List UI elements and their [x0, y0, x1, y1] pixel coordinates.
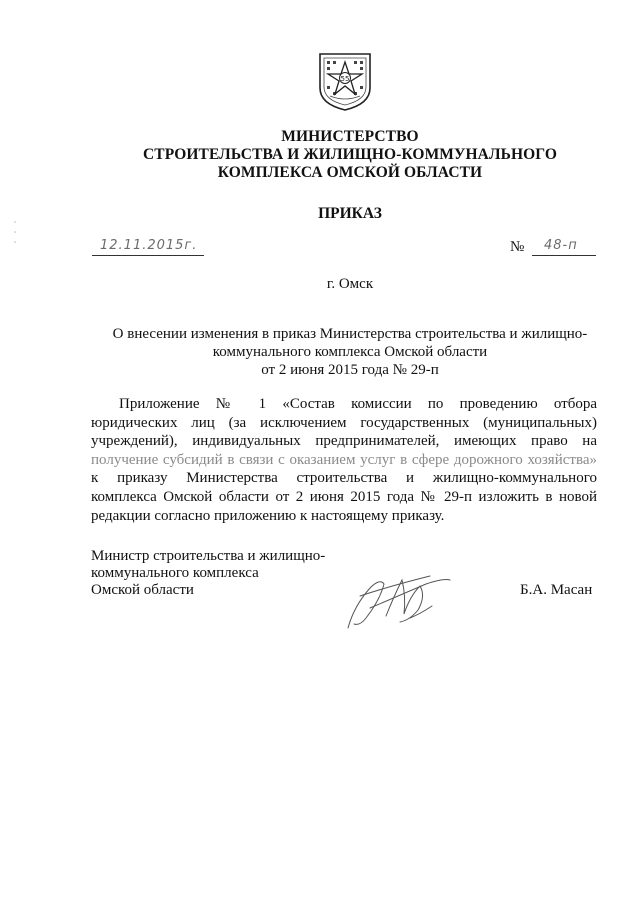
- subject-line-3: от 2 июня 2015 года № 29-п: [261, 362, 439, 378]
- ministry-line-3: КОМПЛЕКСА ОМСКОЙ ОБЛАСТИ: [217, 164, 483, 181]
- order-subject: [80, 325, 620, 379]
- body-line-6: комплекса Омской области от 2 июня 2015 года № 29-п изложить в новой: [91, 488, 597, 505]
- order-date-line: [92, 233, 204, 256]
- body-line-2: юридических лиц (за исключением государственных (муниципальных): [91, 414, 597, 431]
- emblem-badge: 55: [340, 75, 350, 83]
- order-body: [91, 395, 597, 525]
- subject-line-1: О внесении изменения в приказ Министерства строительства и жилищно-: [112, 326, 588, 342]
- omsk-coat-of-arms-icon: [316, 50, 374, 112]
- city: г. Омск: [326, 276, 374, 292]
- order-number-sign: №: [510, 239, 525, 255]
- ministry-line-1: МИНИСТЕРСТВО: [281, 128, 419, 145]
- order-number: 48-п: [544, 238, 578, 253]
- signer-line-1: Министр строительства и жилищно-: [91, 548, 326, 564]
- body-line-3: учреждений), индивидуальных предпринимателей, имеющих право на: [91, 433, 597, 450]
- body-line-4: получение субсидий в связи с оказанием услуг в сфере дорожного хозяйства»: [91, 451, 597, 468]
- margin-marks: [12, 218, 18, 248]
- signer-line-2: коммунального комплекса: [91, 565, 259, 581]
- subject-line-2: коммунального комплекса Омской области: [212, 344, 488, 360]
- order-number-line: [532, 233, 596, 256]
- signer-line-3: Омской области: [91, 582, 194, 598]
- signer-title: [91, 548, 325, 599]
- order-date: 12.11.2015г.: [100, 238, 198, 253]
- signer-name: Б.А. Масан: [520, 582, 593, 598]
- order-title: ПРИКАЗ: [318, 205, 382, 222]
- body-line-5: к приказу Министерства строительства и жилищно-коммунального: [91, 470, 597, 487]
- handwritten-signature-icon: [340, 566, 460, 638]
- ministry-header: [80, 128, 620, 182]
- body-line-1: Приложение № 1 «Состав комиссии по проведению отбора: [119, 396, 597, 412]
- body-line-7: редакции согласно приложению к настоящему приказу.: [91, 507, 445, 524]
- ministry-line-2: СТРОИТЕЛЬСТВА И ЖИЛИЩНО-КОММУНАЛЬНОГО: [142, 146, 558, 163]
